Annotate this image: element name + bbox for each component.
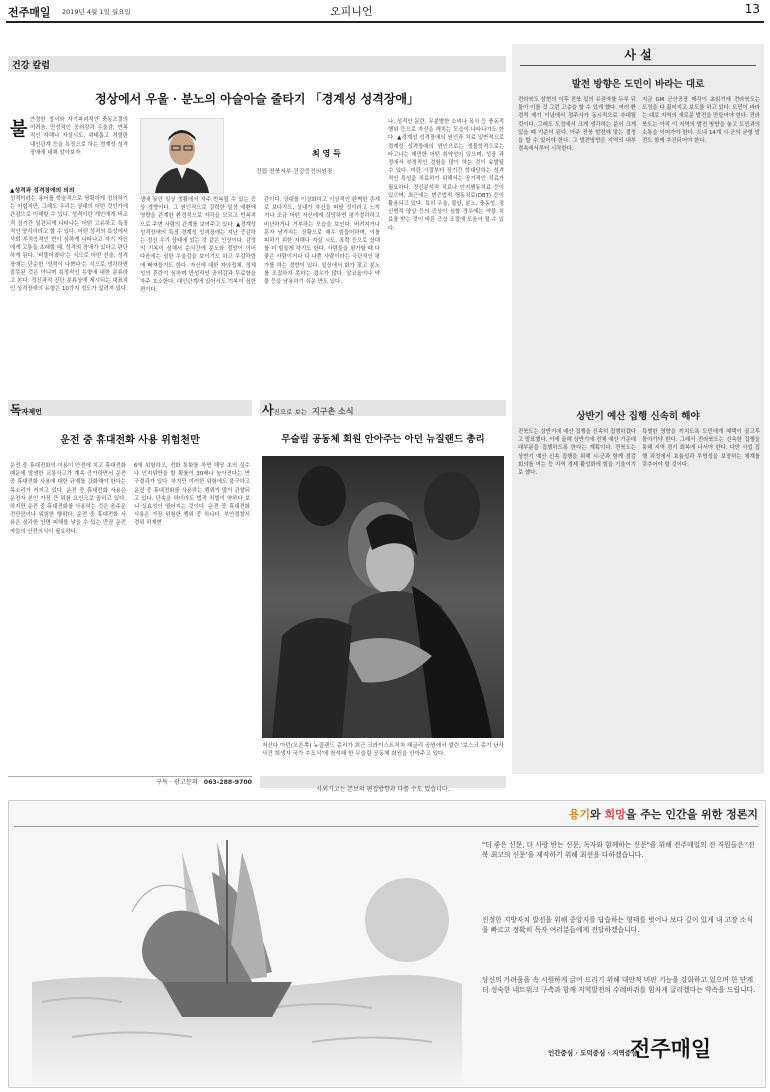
section-name: 오피니언 <box>330 5 373 18</box>
ad-paragraph-2: 진정한 지방자치 발전을 위해 중앙지를 답습하는 형태를 벗어나 보다 깊이 있게 내 고장 소식을 빠르고 정확히 독자 여러분들에게 전달하겠습니다. <box>482 916 754 935</box>
subscription-info <box>8 776 252 789</box>
pen-nib-sailboat-icon <box>12 832 462 1082</box>
reader-category-rest: 자제언 <box>21 408 42 416</box>
opinion-note-bar <box>260 776 506 793</box>
column-subhead-1: ▲성격과 성격장애의 의의 <box>10 188 75 194</box>
editorial-label: 사 설 <box>624 48 652 62</box>
subscription-phone: 063-288-9700 <box>203 779 252 786</box>
editorial-title-1: 발전 방향은 도민이 바라는 대로 <box>571 79 705 90</box>
column-dropcap: 불 <box>10 119 28 140</box>
author-affiliation: 건립 전북지부 건강증진의원장 <box>256 169 333 175</box>
page-number: 13 <box>744 2 760 16</box>
column-category: 건강 칼럼 <box>12 61 50 71</box>
photo-category-mid: 진으로 보는 <box>273 408 308 416</box>
opinion-note: 사외기고는 본보의 편집방향과 다를 수도 있습니다. <box>316 786 450 793</box>
column-body-3: 관이다. 상대를 이상화하고 이상적인 완벽한 존재로 보다가도, 상대가 자신을 떠날 것이라고 느끼거나 조금 어떤 자신에게 실망하면 평가절하하고 비난하거나 거부하는 모습을 보인다. 버려지거나 혼자 남겨지는 상황으로 매우 힘들어하며, 이를 피하기 위한 자해나 자살 시도, 폭력 등으로 상대를 더 힘들게 하기도 한다. 사람들을 평가할 때 다 좋은 사람이거나 다 나쁜 사람이라는 극단적인 평가를 하는 경향이 있다. 일상에서 화가 잦고 분노를 조절하지 못하는 경우가 많다. 알코올이나 약물 등을 남용하기 쉬운 면도 있다. <box>264 197 380 286</box>
ad-headline <box>8 806 758 822</box>
photo-category-rest: 지구촌 소식 <box>312 407 354 416</box>
column-body-2: 생애 동안 일상 생활에서 자주 반복될 수 있는 증상 경향이다. 그 원인적으로 강력한 일상 애환에 영향을 관계한 환경적으로 자각을 모르고 반복적으로 주변 사람의 관계를 보여주고 있다. ▲경계성 성격장애의 특징 경계성 성격장애는 지난 증감하는 정신 우기 상태에 있는 것 같은 인상이다. 감정의 기복이 심해서 순식간에 분노와 절망이 이어 다음에는 심한 우울감을 보이기도 하고 무감각함에 빠져들기도 한다. 자신에 대한 자아정체, 정체성의 혼란이 심하며 만성적인 공허감과 무료함을 자주 호소한다. 대인관계에 있어서도 기복이 심한 편이다. <box>140 197 256 294</box>
reader-title: 운전 중 휴대전화 사용 위험천만 <box>60 435 200 446</box>
author-portrait-icon <box>141 119 223 193</box>
editorial-rule <box>520 65 756 66</box>
editorial-title-2: 상반기 예산 집행 신속히 해야 <box>576 411 700 422</box>
ad-illustration <box>12 832 462 1082</box>
subscription-label: 구독 · 광고문의 <box>156 779 198 786</box>
ad-headline-hope: 희망 <box>604 808 626 821</box>
reader-body-2: 6에 위험하고, 전화 통화를 하면 해당 초의 실수나 인지위반을 할 확률이 30배나 높아진다는 연구결과가 있다. 하지만 이러한 위험에도 불구하고 운전 중 휴대전화를 사용하는 행위가 많이 관찰되고 있다. 단속을 하더라도 법적 처벌이 약하다 보니 실효성이 떨어지는 것이다. 운전 중 휴대전화 사용은 가장 위험한 행위 중 하나다. 부안경찰서 경위 허재현 <box>134 463 250 527</box>
masthead-rule <box>6 21 764 23</box>
photo-category <box>262 399 354 418</box>
ad-headline-and: 와 <box>590 808 605 821</box>
news-photo <box>262 456 504 738</box>
ad-paragraph-3: 당신의 가려움을 속 시원하게 긁어 드리기 위해 대안적 비판 기능을 강화하고 있으며 한 단계 더 성숙한 네트워크 구축과 함께 지역발전의 수레바퀴를 힘차게 굴리겠다는 약속을 드립니다. <box>482 976 756 995</box>
author-photo <box>140 118 224 194</box>
author-name: 최 영 득 <box>312 149 341 158</box>
ad-brand: 전주매일 <box>630 1036 712 1061</box>
column-title: 정상에서 우울 · 분노의 아슬아슬 줄타기 「경계성 성격장애」 <box>94 92 420 106</box>
ad-headline-courage: 용기 <box>568 808 591 821</box>
editorial-body-2a: 전북도는 상반기에 예산 집행을 신속히 집행하겠다고 발표했다. 이에 올해 상반기에 전체 예산 가운데 대부분을 집행하도록 한다는 계획이다. 전북도는 상반기 예산 신속 집행을 위해 시·군과 함께 점검 회의를 여는 등 지역 경제 활성화에 힘을 기울이기로 했다. <box>518 429 636 477</box>
editorial-body-2b: 특별한 영향을 끼치도록 도민에게 혜택이 골고루 돌아가야 한다. 그래서 전라북도는 신속한 집행을 통해 지역 경기 회복에 나서야 한다. 다만 사업 집행 과정에서 효율성과 투명성을 보장하는 체계를 갖추어야 할 것이다. <box>642 429 760 468</box>
reader-category-big: 독 <box>10 403 22 417</box>
ad-slogan: 인간중심 · 도덕중심 · 지역중심 <box>548 1049 638 1057</box>
editorial-body-1b: 지금 GM 군산공장 매각이 초읽기에 전라북도는 도정을 다 짊어지고 보도를 하고 있다. 도민이 바라는 대로 지역의 새로운 발전을 만들어야 한다. 전라북도는 아직 이 지역의 발전 방향을 놓고 도민과의 소통을 이어가야 한다. 도내 14개 시·군의 균형 발전도 함께 추진되어야 한다. <box>642 97 760 145</box>
photo-caption: 저신다 아던(오른쪽) 뉴질랜드 총리가 최근 크라이스트처치 해글리 공원에서 열린 '보스크 총기 난사 사건 희생자 국가 추도식'에 참석해 한 무슬림 공동체 회원을 안아주고 있다. <box>262 743 504 758</box>
column-category-bar <box>8 56 506 72</box>
photo-title: 무슬림 공동체 회원 안아주는 아던 뉴질랜드 총리 <box>281 434 485 445</box>
photo-category-big: 사 <box>262 403 274 417</box>
paper-name: 전주매일 <box>8 6 51 19</box>
ad-paragraph-1: "더 좋은 신문, 더 사랑 받는 신문, 독자와 함께하는 신문"을 위해 전주매일의 전 직원들은 '전북 최고의 신문'을 제작하기 위해 최선을 다하겠습니다. <box>482 841 755 860</box>
reader-category-bar <box>8 400 252 416</box>
reader-body-1: 운전 중 휴대전화의 이용이 안전에 치고 휴대전화 때문에 발생한 교통사고가 계속 증가하면서 운전 중 휴대전화 사용에 대한 규제를 강화해야 한다는 목소리가 커지고 있다. 운전 중 휴대전화 사용은 운전자 본인 가장 큰 위험 요인으로 꼽히고 있다. 하지만 운전 중 휴대전화를 사용하는 것은 음주운전만큼이나 위험한 행위다. 운전 중 휴대전화 사용은 심각한 인명 피해를 낳을 수 있는 만큼 운전자들의 안전의식이 필요하다. <box>10 463 126 535</box>
ad-headline-rest: 을 주는 인간을 위한 정론지 <box>625 808 758 821</box>
column-body-1: 성격이라는 용어를 학술적으로 명확하게 정의하기는 어렵지만, 그래도 우리는 상대의 어떤 것인가에 관점으로 이해할 수 있다. 성격이란 개인에게 비교적 장기간 일관되게 나타나는 어떤 고유하고 특징적인 양식이라고 할 수 있다. 어떤 성격의 특성에서 사회 부적응적인 면이 심하게 나타나고 자기 자신에게 고통을 초래할 때, 성격의 장애가 있다고 판단하게 된다. '비뚤어졌다'는 식으로 어떤 진술, 성격장애는 단순한 '성격이 나쁘다'는 식으로 생각하면 잘못된 것은 아니며 특정적인 유형에 대한 분류라고 본다. 정신과적 진단 분류상에 제시되는 대표적인 성격장애의 유형은 10가지 정도가 알려져 있다. <box>10 196 128 293</box>
issue-date: 2019년 4월 1일 월요일 <box>62 8 131 16</box>
hugging-people-photo-icon <box>262 456 504 738</box>
reader-category <box>10 399 42 418</box>
column-lead: 안정한 정서와 자기파괴적인 충동조절의 어려움, 만성적인 공허감과 우울감, 반복적인 자해나 자살시도, 위태롭고 격렬한 대인관계 등을 특징으로 하는 경계성 성격장애에 대해 알아보자. <box>30 117 128 156</box>
ad-headline-rule <box>14 826 758 827</box>
column-body-4: 나, 성적인 문란, 무분별한 소비나 폭식 등 충동적 행위 등으로 자신을 해치는 모습이 나타나기도 한다. ▲경계성 성격장애의 원인과 치료 일반적으로 경계성 성격장애의 원인으로는 생물학적으로는 타고나는 예민한 어떤 취약성이 있으며, 성장 과정에서 부정적인 경험을 많이 하는 것이 유발될 수 있다. 어린 시절부터 장기간 학대당하는 성격적인 특성을 치료하기 위해서는 장기적인 치료가 필요하다. 정신분석적 치료나 인지행동치료 등이 있으며, 최근에는 변증법적 행동치료(DBT) 등이 활용되고 있다. 특히 우울, 불안, 분노, 충동성, 정신병적 양상 등의 증상이 심할 경우에는 약물 치료를 받는 것이 바른 증상 조절에 도움이 될 수 있다. <box>388 119 504 232</box>
editorial-body-1a: 전라북도 삼현의 이후 전북 일의 유권자를 두루 뒤돌아 이를 것 그런 고층을 할 수 있게 했다. 여러 환경적 제기 이념에서 정주사가 동시적으로 추대될 것이다. 그래도 도정에서 크게 생각하는 분이 크게 있을 때 기준이 된다. 아주 전북 발전에 맞는 결정을 할 수 있어야 한다. 그 발전방향은 지역의 내부 결속에서부터 시작한다. <box>518 97 636 153</box>
